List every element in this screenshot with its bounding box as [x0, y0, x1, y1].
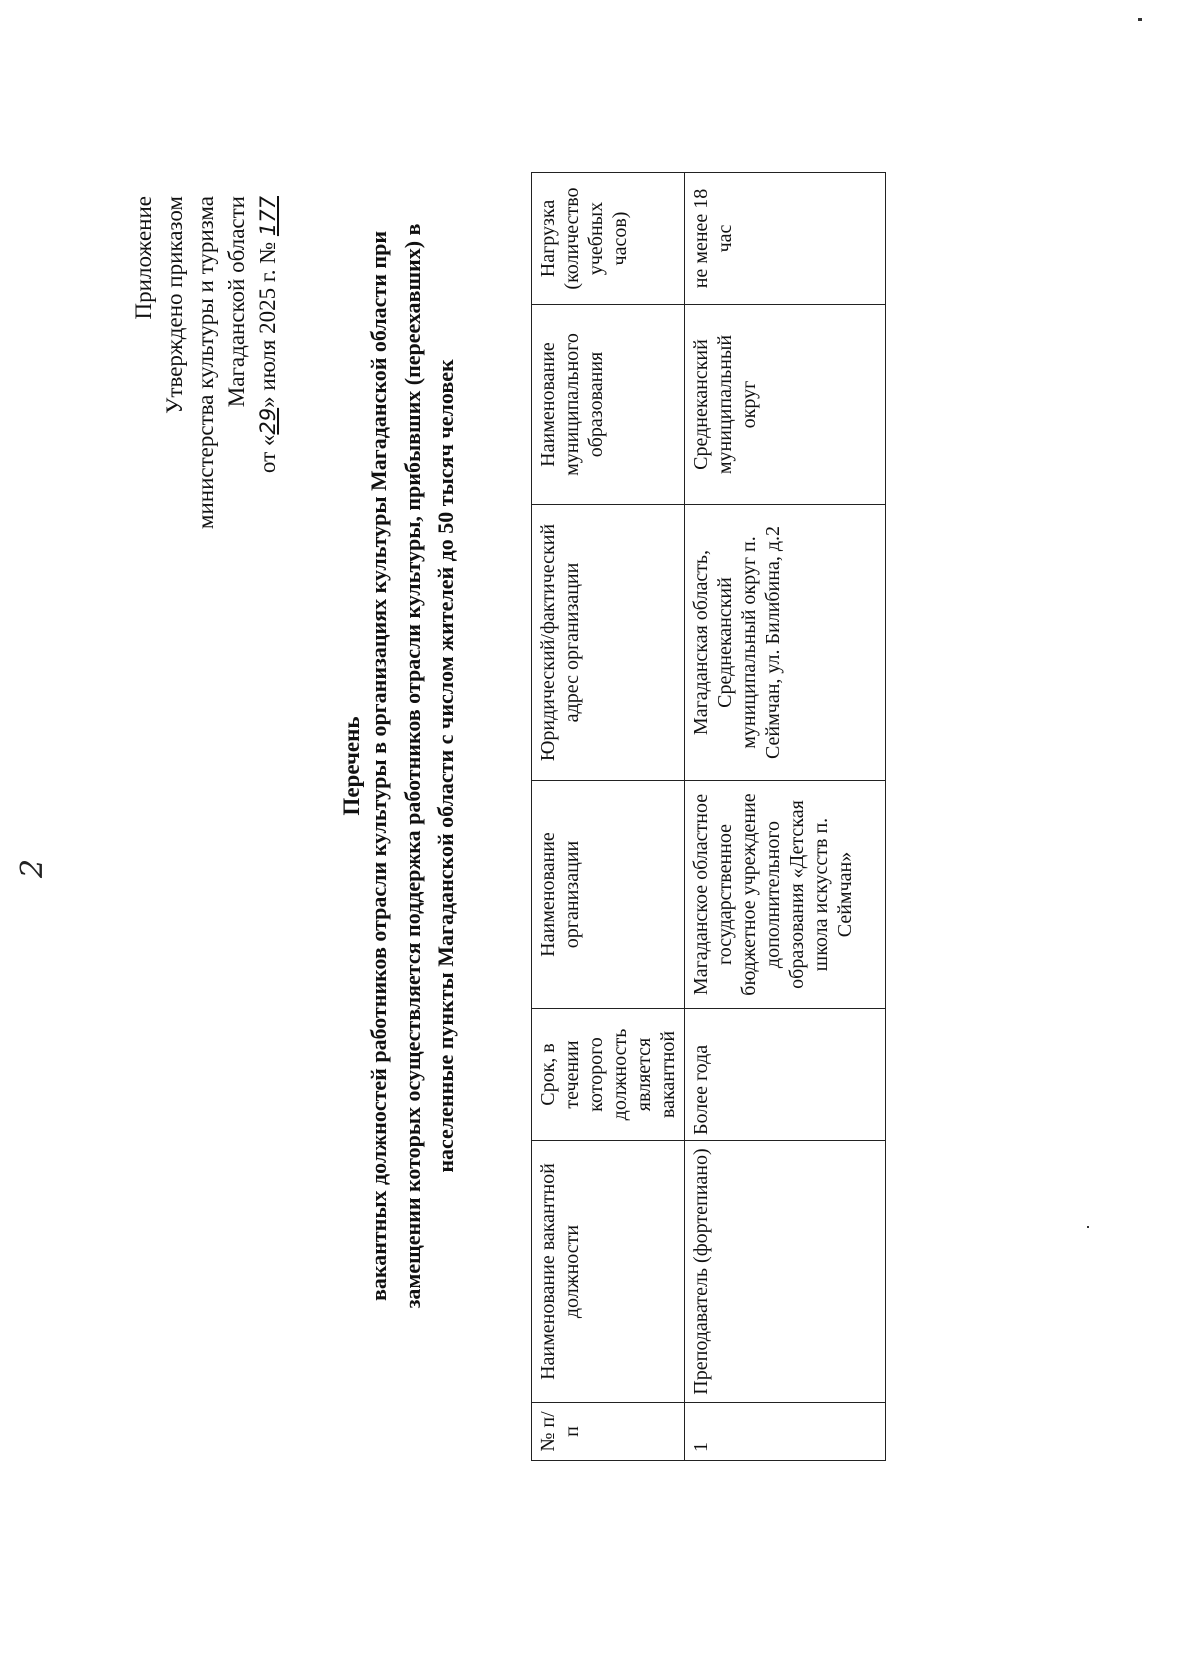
cell-load: не менее 18 час	[685, 173, 886, 305]
order-date-line	[252, 196, 284, 529]
header-municipality: Наименование муниципального образования	[532, 305, 685, 505]
handwritten-order-number: 177	[256, 196, 280, 237]
handwritten-page-number: 2	[15, 858, 50, 878]
scan-speck	[1138, 18, 1142, 21]
cell-organization: Магаданское областное государственное бюджетное учреждение дополнительного образования «Детская школа искусств п. Сеймчан»	[685, 781, 886, 1009]
cell-vacancy-term: Более года	[685, 1009, 886, 1141]
header-address: Юридический/фактический адрес организации	[532, 505, 685, 781]
vacancies-table	[531, 172, 886, 1461]
cell-number: 1	[685, 1403, 886, 1461]
scan-speck	[1087, 1226, 1089, 1228]
cell-municipality: Среднеканский муниципальный округ	[685, 305, 886, 505]
document-title: Перечень	[339, 716, 364, 816]
table-header-row	[532, 173, 685, 1461]
region-name: Магаданской области	[224, 196, 249, 408]
document-subtitle-line-1: вакантных должностей работников отрасли культуры в организациях культуры Магаданской области при	[366, 230, 391, 1302]
header-number: № п/п	[532, 1403, 685, 1461]
header-vacancy-term: Срок, в течении которого должность является вакантной	[532, 1009, 685, 1141]
header-position: Наименование вакантной должности	[532, 1141, 685, 1403]
date-middle: » июля 2025 г. №	[255, 241, 280, 408]
appendix-label: Приложение	[131, 196, 156, 320]
cell-position: Преподаватель (фортепиано)	[685, 1141, 886, 1403]
approved-by-order: Утверждено приказом	[162, 196, 187, 414]
handwritten-day: 29	[256, 407, 280, 435]
document-subtitle-line-2: замещении которых осуществляется поддержка работников отрасли культуры, прибывших (переехавших) в	[400, 223, 425, 1309]
ministry-name: министерства культуры и туризма	[193, 196, 218, 530]
table-row	[685, 173, 886, 1461]
cell-address: Магаданская область, Среднеканский муниципальный округ п. Сеймчан, ул. Билибина, д.2	[685, 505, 886, 781]
document-subtitle-line-3: населенные пункты Магаданской области с числом жителей до 50 тысяч человек	[433, 359, 458, 1173]
header-load: Нагрузка (количество учебных часов)	[532, 173, 685, 305]
approval-block	[128, 196, 284, 529]
header-organization: Наименование организации	[532, 781, 685, 1009]
date-prefix: от «	[255, 434, 280, 474]
